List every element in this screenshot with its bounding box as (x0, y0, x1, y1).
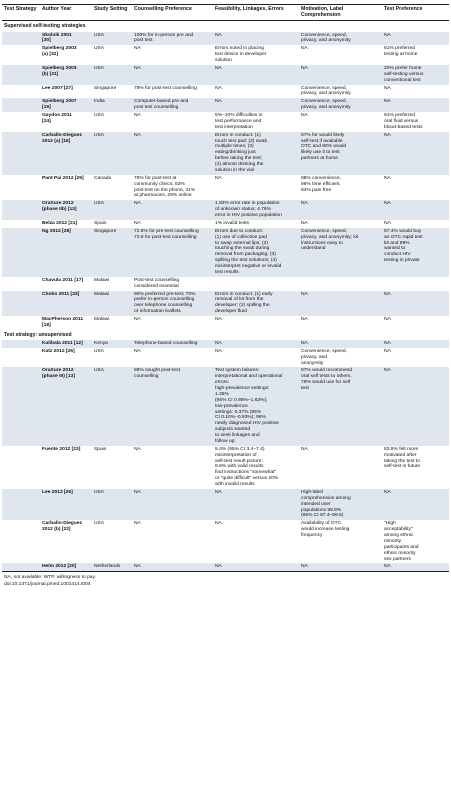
results-table (2, 4, 449, 572)
strategy-cell (2, 132, 40, 175)
setting-cell: Malawi (94, 277, 110, 283)
table-row (2, 563, 449, 571)
counselling-cell: Telephone-based counselling (132, 340, 213, 348)
setting-cell: Singapore (92, 228, 132, 277)
counselling-cell: NA (132, 200, 213, 220)
preference-cell: "High acceptability" among ethnic minority participants and ethnic minority sex partners (384, 521, 419, 562)
author-cell: Kalibala 2011 [12] (40, 340, 92, 348)
table-row (2, 446, 449, 489)
counselling-cell: NA (132, 563, 213, 571)
motivation-cell: High-label comprehension among intended user populations 98.8% (95% CI 97.4–99.6) (299, 489, 382, 520)
section-header-row (2, 330, 449, 340)
strategy-cell (2, 316, 40, 330)
feasibility-cell: NA (213, 340, 299, 348)
author-cell: Carballo-Dieguez 2012 (a) [16] (40, 132, 92, 175)
author-cell: MacPherson 2011 [18] (42, 317, 84, 328)
setting-cell: USA (92, 32, 132, 46)
table-footnote (2, 572, 449, 588)
author-cell: Spielberg 2003 (b) [31] (40, 65, 92, 85)
setting-cell: USA (92, 489, 132, 520)
counselling-cell: NA (134, 317, 141, 323)
setting-cell: Kenya (92, 340, 132, 348)
strategy-cell (2, 291, 40, 317)
preference-cell: 61% preferred testing at home (384, 46, 418, 58)
strategy-cell (2, 520, 40, 563)
setting-cell: USA (94, 113, 105, 119)
motivation-cell: NA (301, 220, 308, 226)
motivation-cell: NA (299, 200, 382, 220)
table-row (2, 348, 449, 368)
feasibility-cell: 5%–10% difficulties in test performance and test interpretation (215, 113, 263, 130)
header-motivation: Motivation, Label Comprehension (299, 5, 382, 21)
preference-cell: NA (382, 367, 449, 445)
table-row (2, 175, 449, 201)
motivation-cell: Convenience, speed, privacy, and anonymity (301, 85, 351, 97)
preference-cell: NA (384, 220, 391, 226)
setting-cell: Malawi (92, 291, 132, 317)
feasibility-cell: NA (215, 521, 222, 527)
preference-cell: 83.9% felt more motivated after taking the test to self-test in future (384, 446, 421, 470)
header-test-strategy: Test Strategy (2, 5, 40, 21)
counselling-cell: 100% for in-person pre and post test (132, 32, 213, 46)
footnote-abbreviations: NA, not available; WTP, willingness to pay. (4, 575, 96, 581)
feasibility-cell: NA (213, 98, 299, 112)
strategy-cell (2, 85, 40, 99)
author-cell: Lee 2007 [27] (42, 85, 73, 91)
motivation-cell: NA (299, 563, 382, 571)
author-cell: Chavula 2011 [17] (42, 277, 84, 283)
author-cell: Katz 2012 [25] (42, 348, 75, 354)
table-row (2, 200, 449, 220)
strategy-cell (2, 98, 40, 112)
motivation-cell: NA (301, 446, 308, 452)
strategy-cell (2, 277, 40, 291)
table-row (2, 85, 449, 99)
preference-cell: NA (382, 291, 449, 317)
header-test-preference: Test Preference (382, 5, 449, 21)
table-header (2, 5, 449, 21)
counselling-cell: 78% for post-test at community clinics, 53% post-test on the phone, 31% at pharmacies, 29% online (134, 175, 196, 199)
counselling-cell: NA (134, 446, 141, 452)
counselling-cell: 79% for post-test counselling (134, 85, 197, 91)
motivation-cell: Convenience, speed, privacy, and anonymity (301, 348, 347, 366)
setting-cell: USA (94, 46, 105, 52)
strategy-cell (2, 228, 40, 277)
motivation-cell: NA (299, 340, 382, 348)
motivation-cell: NA (299, 65, 382, 85)
setting-cell: Spain (94, 446, 107, 452)
strategy-cell (2, 446, 40, 489)
header-counselling-preference: Counselling Preference (132, 5, 213, 21)
counselling-cell: NA (132, 489, 213, 520)
preference-cell (382, 277, 449, 291)
feasibility-cell: NA (215, 317, 222, 323)
strategy-cell (2, 45, 40, 65)
table-row (2, 228, 449, 277)
feasibility-cell: 1.82% error rate in population of unknown status; 4.76% error in HIV positive population (213, 200, 299, 220)
setting-cell: USA (94, 348, 105, 354)
preference-cell: NA (382, 98, 449, 112)
author-cell: Spielberg 2003 (a) [32] (42, 46, 77, 58)
counselling-cell: NA (134, 521, 141, 527)
feasibility-cell: Errors in conduct: (1) touch test pad; (2) swab multiple times; (3) eating/drinking just before taking the test; (4) almost drinking the solution in the vial (213, 132, 299, 175)
counselling-cell: NA (134, 348, 141, 354)
strategy-cell (2, 563, 40, 571)
strategy-cell (2, 348, 40, 368)
table-row (2, 220, 449, 228)
feasibility-cell: Test system failures: interpretational and operational errors: high-prevalence settings: 1.25% (95% CI 0.95%–1.63%); low-prevalence settings: 0.37% (95% CI 0.10%–0.93%); 96% newly diagnosed HIV positive subjects wanted to seek linkages and follow up; (213, 367, 299, 445)
author-cell: Spielberg 2007 [19] (40, 98, 92, 112)
motivation-cell (299, 277, 382, 291)
table-row (2, 316, 449, 330)
motivation-cell: NA (301, 317, 308, 323)
table-row (2, 291, 449, 317)
setting-cell: USA (92, 367, 132, 445)
setting-cell: India (92, 98, 132, 112)
counselling-cell: Post-test counselling considered essential (134, 277, 180, 289)
counselling-cell: NA (134, 113, 141, 119)
preference-cell: NA (384, 317, 391, 323)
table-row (2, 132, 449, 175)
motivation-cell: NA (301, 46, 308, 52)
counselling-cell: Computer-based pre and post test counselling (132, 98, 213, 112)
strategy-cell (2, 367, 40, 445)
footnote-doi: doi:10.1371/journal.pmed.1001414.t004 (4, 581, 91, 587)
counselling-cell: NA (132, 65, 213, 85)
author-cell: Fuente 2012 [23] (42, 446, 81, 452)
setting-cell: Singapore (94, 85, 117, 91)
table-row (2, 367, 449, 445)
section-title: Supervised self-testing strategies (4, 23, 86, 30)
feasibility-cell: NA (213, 65, 299, 85)
section-header-row (2, 21, 449, 32)
author-cell: Ng 2012 [28] (40, 228, 92, 277)
author-cell: Gaydos 2011 [24] (42, 113, 72, 124)
table-row (2, 45, 449, 65)
preference-cell: NA (382, 200, 449, 220)
preference-cell: 91% preferred oral fluid versus blood-based tests (384, 113, 423, 130)
setting-cell: USA (94, 521, 105, 527)
feasibility-cell: 1% invalid tests (215, 220, 249, 226)
motivation-cell: NA (299, 291, 382, 317)
setting-cell: USA (92, 200, 132, 220)
strategy-cell (2, 340, 40, 348)
feasibility-cell: NA (215, 348, 222, 354)
preference-cell: NA (382, 563, 449, 571)
feasibility-cell: NA (213, 563, 299, 571)
feasibility-cell: NA (213, 32, 299, 46)
author-cell: Skolnik 2001 [30] (40, 32, 92, 46)
preference-cell: 20% prefer home self-testing versus conventional test (382, 65, 449, 85)
author-cell: Lee 2012 [26] (40, 489, 92, 520)
author-cell: Choko 2011 [33] (40, 291, 92, 317)
strategy-cell (2, 175, 40, 201)
preference-cell: NA (384, 348, 391, 354)
motivation-cell: Availability of OTC would increase testing frequency (301, 521, 350, 539)
counselling-cell: 88% sought post-test counselling (132, 367, 213, 445)
feasibility-cell (213, 277, 299, 291)
strategy-cell (2, 200, 40, 220)
preference-cell: NA (382, 489, 449, 520)
motivation-cell: Convenience, speed, privacy, and anonymity; kit instructions easy to understand (299, 228, 382, 277)
feasibility-cell: Errors noted in placing test device in developer solution (215, 46, 267, 64)
author-cell: OraSure 2012 (phase III) [13] (40, 367, 92, 445)
feasibility-cell: Errors due to conduct: (1) use of collection pad to swap external lips; (2) touching the swab during removal from packaging; (3) spilling the test solutions; (4) misinterpret negative or invalid test results (213, 228, 299, 277)
motivation-cell: 98% convenience, 96% time efficient, 84% pain free (301, 175, 341, 193)
feasibility-cell: NA (215, 175, 222, 181)
section-title: Test strategy: unsupervised (4, 331, 72, 338)
motivation-cell: NA (301, 113, 308, 119)
motivation-cell: Convenience, speed, privacy, and anonymity (299, 98, 382, 112)
setting-cell: Spain (94, 220, 107, 226)
strategy-cell (2, 489, 40, 520)
strategy-cell (2, 32, 40, 46)
strategy-cell (2, 220, 40, 228)
preference-cell: NA (382, 32, 449, 46)
table-row (2, 520, 449, 563)
counselling-cell: NA (134, 46, 141, 52)
setting-cell: Canada (94, 175, 112, 181)
counselling-cell: NA (132, 132, 213, 175)
table-row (2, 65, 449, 85)
preference-cell: NA (384, 175, 391, 181)
author-cell: Carballo-Dieguez 2012 (b) [22] (42, 521, 82, 533)
strategy-cell (2, 112, 40, 132)
feasibility-cell: Errors in conduct: (1) early removal of kit from the developer; (2) spilling the developer fluid (213, 291, 299, 317)
header-study-setting: Study Setting (92, 5, 132, 21)
author-cell: Helm 2012 [20] (40, 563, 92, 571)
setting-cell: USA (92, 132, 132, 175)
counselling-cell: 72.5% for pre-test counselling 73.9 for post-test counselling (132, 228, 213, 277)
preference-cell: 87.4% would buy an OTC rapid test kit and 89% wanted to conduct HIV testing in private (382, 228, 449, 277)
table-row (2, 98, 449, 112)
strategy-cell (2, 65, 40, 85)
author-cell: OraSure 2012 (phase IIb) [13] (40, 200, 92, 220)
preference-cell: NA (384, 85, 391, 91)
motivation-cell: 97% would recommend oral self tests to others, 79% would use for self test (299, 367, 382, 445)
motivation-cell: 87% for would likely self-test if available OTC and 80% would likely use it to test partners at home (299, 132, 382, 175)
feasibility-cell: 5.4% (95% CI 3.4–7.4) misinterpretation of self-test result picture; 6.6% with valid results find instructions "somewhat" or "quite difficult" versus 20% with invalid results (215, 446, 279, 488)
setting-cell: Netherlands (92, 563, 132, 571)
table-row (2, 112, 449, 132)
table-row (2, 340, 449, 348)
feasibility-cell: NA (215, 85, 222, 91)
author-cell: Belza 2012 [21] (42, 220, 78, 226)
setting-cell: USA (92, 65, 132, 85)
header-feasibility: Feasibility, Linkages, Errors (213, 5, 299, 21)
preference-cell: NA (382, 132, 449, 175)
table-row (2, 489, 449, 520)
table-row (2, 277, 449, 291)
setting-cell: Malawi (94, 317, 110, 323)
counselling-cell: NA (134, 220, 141, 226)
table-body (2, 21, 449, 572)
table-row (2, 32, 449, 46)
feasibility-cell: NA (213, 489, 299, 520)
author-cell: Pant Pai 2012 [29] (42, 175, 84, 181)
header-author-year: Author Year (40, 5, 92, 21)
preference-cell: NA (382, 340, 449, 348)
motivation-cell: Convenience, speed, privacy, and anonymity (299, 32, 382, 46)
counselling-cell: 90% preferred pre-test; 70% prefer in-person counselling over telephone counselling or information leaflets (132, 291, 213, 317)
